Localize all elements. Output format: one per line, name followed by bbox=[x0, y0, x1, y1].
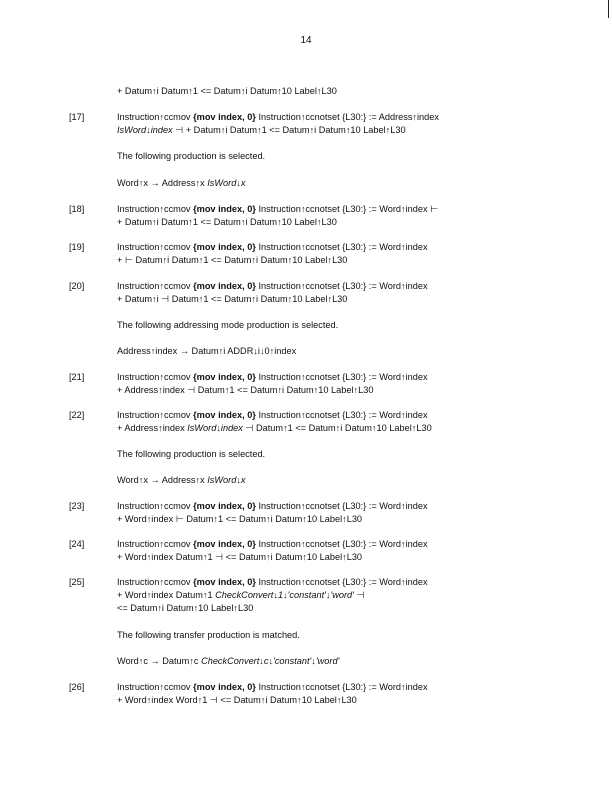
paragraph bbox=[117, 474, 552, 487]
text-line bbox=[117, 111, 552, 124]
paragraph bbox=[117, 345, 552, 358]
entry-number: [26] bbox=[69, 682, 85, 692]
production-entry bbox=[69, 203, 552, 229]
text-line bbox=[117, 384, 552, 397]
bold-term: {mov index, 0} bbox=[193, 204, 256, 214]
production-entry bbox=[69, 111, 552, 137]
text-line bbox=[117, 589, 552, 602]
production-entry bbox=[69, 538, 552, 564]
paragraph bbox=[117, 150, 552, 163]
paragraph bbox=[117, 448, 552, 461]
text-run: Instruction↑ccmov bbox=[117, 501, 194, 511]
text-run: ⊣ + Datum↑i Datum↑1 <= Datum↑i Datum↑10 Label↑L30 bbox=[172, 125, 406, 135]
production-entry bbox=[69, 576, 552, 615]
text-run: + Word↑index Datum↑1 bbox=[117, 590, 216, 600]
text-run: Instruction↑ccmov bbox=[117, 410, 194, 420]
text-run: + Word↑index Word↑1 ⊣ <= Datum↑i Datum↑10 Label↑L30 bbox=[117, 695, 357, 705]
text-line bbox=[117, 177, 552, 190]
entry-number: [22] bbox=[69, 410, 85, 420]
text-run: + Datum↑i ⊣ Datum↑1 <= Datum↑i Datum↑10 Label↑L30 bbox=[117, 294, 348, 304]
production-entry bbox=[69, 500, 552, 526]
page-edge-mark bbox=[608, 0, 609, 18]
text-run: Instruction↑ccmov bbox=[117, 112, 194, 122]
production-entry bbox=[69, 371, 552, 397]
text-run: The following production is selected. bbox=[117, 151, 266, 161]
text-run: Instruction↑ccnotset {L30:} := Word↑index bbox=[255, 410, 428, 420]
bold-term: {mov index, 0} bbox=[193, 112, 256, 122]
paragraph bbox=[117, 655, 552, 668]
text-line bbox=[117, 422, 552, 435]
entry-number: [24] bbox=[69, 539, 85, 549]
text-run: Address↑index → Datum↑i ADDR↓i↓0↑index bbox=[117, 346, 297, 356]
text-run: Instruction↑ccnotset {L30:} := Word↑index bbox=[255, 372, 428, 382]
bold-term: {mov index, 0} bbox=[193, 577, 256, 587]
text-run: Instruction↑ccmov bbox=[117, 242, 194, 252]
text-run: Instruction↑ccnotset {L30:} := Word↑index ⊢ bbox=[255, 204, 439, 214]
text-line bbox=[117, 203, 552, 216]
bold-term: {mov index, 0} bbox=[193, 410, 256, 420]
bold-term: {mov index, 0} bbox=[193, 501, 256, 511]
text-run: + ⊢ Datum↑i Datum↑1 <= Datum↑i Datum↑10 Label↑L30 bbox=[117, 255, 348, 265]
text-run: Instruction↑ccmov bbox=[117, 372, 194, 382]
entry-number: [19] bbox=[69, 242, 85, 252]
text-run: + Datum↑i Datum↑1 <= Datum↑i Datum↑10 Label↑L30 bbox=[117, 217, 337, 227]
entry-number: [20] bbox=[69, 281, 85, 291]
italic-term: IsWord↓x bbox=[207, 475, 246, 485]
text-line bbox=[117, 345, 552, 358]
text-run: Instruction↑ccnotset {L30:} := Word↑index bbox=[255, 682, 428, 692]
paragraph bbox=[117, 319, 552, 332]
text-line bbox=[117, 655, 552, 668]
italic-term: IsWord↓x bbox=[207, 178, 246, 188]
text-line bbox=[117, 150, 552, 163]
text-run: + Datum↑i Datum↑1 <= Datum↑i Datum↑10 Label↑L30 bbox=[117, 86, 337, 96]
text-run: ⊣ Datum↑1 <= Datum↑i Datum↑10 Label↑L30 bbox=[242, 423, 432, 433]
bold-term: {mov index, 0} bbox=[193, 682, 256, 692]
text-line bbox=[117, 474, 552, 487]
text-line bbox=[117, 576, 552, 589]
text-line bbox=[117, 602, 552, 615]
production-entry bbox=[69, 280, 552, 306]
text-line bbox=[117, 681, 552, 694]
text-line bbox=[117, 538, 552, 551]
text-line bbox=[117, 293, 552, 306]
production-entry bbox=[69, 241, 552, 267]
italic-term: CheckConvert↓c↓'constant'↓'word' bbox=[201, 656, 340, 666]
entry-number: [21] bbox=[69, 372, 85, 382]
text-line bbox=[117, 319, 552, 332]
italic-term: CheckConvert↓1↓'constant'↓'word' bbox=[215, 590, 354, 600]
text-line bbox=[117, 124, 552, 137]
text-line bbox=[117, 694, 552, 707]
text-run: <= Datum↑i Datum↑10 Label↑L30 bbox=[117, 603, 254, 613]
text-line bbox=[117, 254, 552, 267]
text-line bbox=[117, 629, 552, 642]
text-run: Instruction↑ccnotset {L30:} := Word↑index bbox=[255, 281, 428, 291]
production-entry bbox=[69, 681, 552, 707]
bold-term: {mov index, 0} bbox=[193, 281, 256, 291]
text-run: ⊣ bbox=[353, 590, 365, 600]
text-run: Instruction↑ccmov bbox=[117, 577, 194, 587]
text-run: The following transfer production is matched. bbox=[117, 630, 300, 640]
text-run: + Word↑index Datum↑1 ⊣ <= Datum↑i Datum↑10 Label↑L30 bbox=[117, 552, 363, 562]
text-line bbox=[117, 513, 552, 526]
italic-term: IsWord↓index bbox=[187, 423, 243, 433]
text-run: Instruction↑ccnotset {L30:} := Word↑index bbox=[255, 539, 428, 549]
text-run: + Address↑index ⊣ Datum↑1 <= Datum↑i Datum↑10 Label↑L30 bbox=[117, 385, 374, 395]
text-run: + Address↑index bbox=[117, 423, 188, 433]
entry-number: [23] bbox=[69, 501, 85, 511]
text-run: Instruction↑ccmov bbox=[117, 204, 194, 214]
text-line bbox=[117, 448, 552, 461]
page-number: 14 bbox=[300, 35, 312, 46]
bold-term: {mov index, 0} bbox=[193, 372, 256, 382]
entry-number: [17] bbox=[69, 112, 85, 122]
text-run: Instruction↑ccmov bbox=[117, 682, 194, 692]
text-run: Instruction↑ccnotset {L30:} := Address↑index bbox=[255, 112, 439, 122]
text-line bbox=[117, 371, 552, 384]
production-entry bbox=[117, 85, 552, 98]
text-line bbox=[117, 551, 552, 564]
text-run: Instruction↑ccnotset {L30:} := Word↑index bbox=[255, 242, 428, 252]
text-run: Instruction↑ccmov bbox=[117, 281, 194, 291]
text-run: Word↑x → Address↑x bbox=[117, 475, 208, 485]
entry-number: [25] bbox=[69, 577, 85, 587]
text-run: Word↑x → Address↑x bbox=[117, 178, 208, 188]
bold-term: {mov index, 0} bbox=[193, 242, 256, 252]
italic-term: IsWord↓index bbox=[117, 125, 173, 135]
text-run: + Word↑index ⊢ Datum↑1 <= Datum↑i Datum↑10 Label↑L30 bbox=[117, 514, 363, 524]
text-line bbox=[117, 280, 552, 293]
text-line bbox=[117, 216, 552, 229]
entry-number: [18] bbox=[69, 204, 85, 214]
paragraph bbox=[117, 629, 552, 642]
text-run: Word↑c → Datum↑c bbox=[117, 656, 202, 666]
bold-term: {mov index, 0} bbox=[193, 539, 256, 549]
text-run: Instruction↑ccmov bbox=[117, 539, 194, 549]
text-line bbox=[117, 409, 552, 422]
text-run: Instruction↑ccnotset {L30:} := Word↑index bbox=[255, 501, 428, 511]
text-run: The following addressing mode production is selected. bbox=[117, 320, 339, 330]
production-entry bbox=[69, 409, 552, 435]
paragraph bbox=[117, 177, 552, 190]
text-run: The following production is selected. bbox=[117, 449, 266, 459]
text-line bbox=[117, 500, 552, 513]
text-run: Instruction↑ccnotset {L30:} := Word↑index bbox=[255, 577, 428, 587]
text-line bbox=[117, 241, 552, 254]
text-line bbox=[117, 85, 552, 98]
